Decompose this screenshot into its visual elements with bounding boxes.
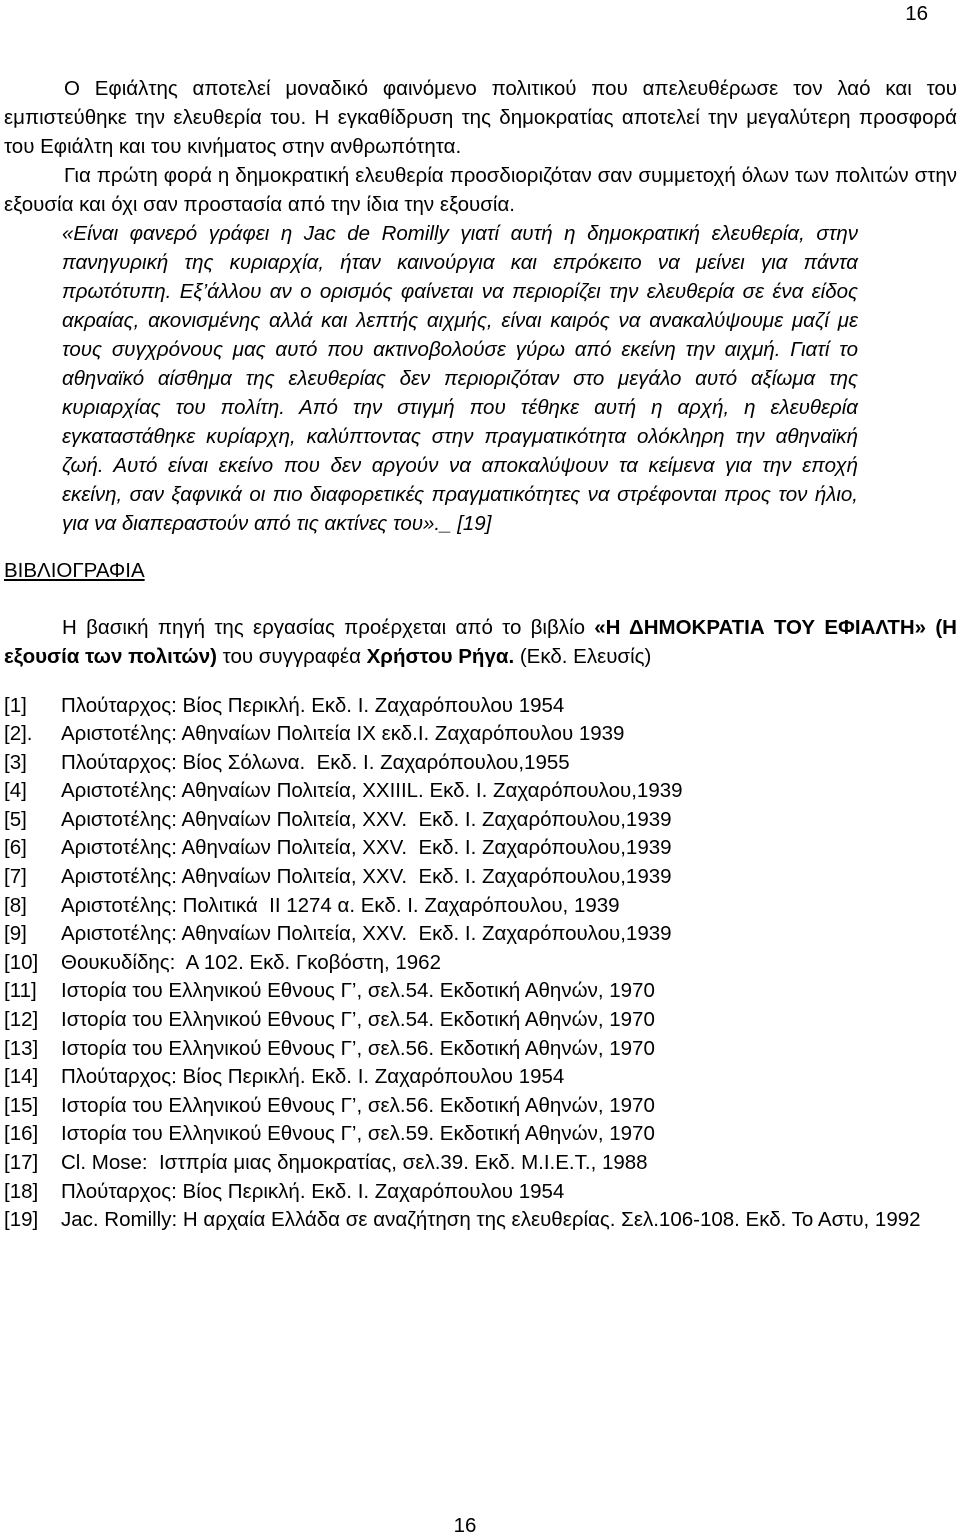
reference-item [4, 749, 957, 778]
page-number-top: 16 [905, 2, 928, 25]
bibliography-intro [4, 613, 957, 671]
reference-text: Cl. Mose: Ιστπρία μιας δημοκρατίας, σελ.39. Εκδ. Μ.Ι.Ε.Τ., 1988 [61, 1151, 648, 1174]
reference-item [4, 777, 957, 806]
bibliography-title: ΒΙΒΛΙΟΓΡΑΦΙΑ [4, 559, 145, 582]
reference-item [4, 949, 957, 978]
reference-item [4, 806, 957, 835]
reference-number: [18] [4, 1179, 39, 1203]
reference-text: Αριστοτέλης: Αθηναίων Πολιτεία, XXV. Εκδ. Ι. Ζαχαρόπουλου,1939 [61, 836, 672, 860]
body-paragraph-2: Για πρώτη φορά η δημοκρατική ελευθερία προσδιοριζόταν σαν συμμετοχή όλων των πολιτών στην εξουσία και όχι σαν προστασία από την ίδια την εξουσία. [4, 164, 957, 216]
reference-number: [14] [4, 1065, 39, 1089]
reference-number: [17] [4, 1151, 39, 1174]
reference-text: Πλούταρχος: Βίος Σόλωνα. Εκδ. Ι. Ζαχαρόπουλου,1955 [61, 750, 570, 774]
reference-number: [12] [4, 1008, 39, 1032]
reference-number: [5] [4, 807, 27, 831]
reference-item [4, 920, 957, 949]
reference-number: [2]. [4, 722, 33, 746]
reference-item [4, 1006, 957, 1035]
reference-item [4, 1063, 957, 1092]
reference-number: [19] [4, 1208, 39, 1232]
reference-number: [7] [4, 865, 27, 889]
reference-text: Αριστοτέλης: Πολιτικά II 1274 α. Εκδ. Ι. Ζαχαρόπουλου, 1939 [61, 893, 620, 917]
reference-item [4, 1178, 957, 1207]
reference-number: [1] [4, 693, 27, 717]
reference-item [4, 692, 957, 721]
reference-item [4, 863, 957, 892]
reference-item [4, 1035, 957, 1064]
reference-text: Αριστοτέλης: Αθηναίων Πολιτεία, XXIIIL. Εκδ. Ι. Ζαχαρόπουλου,1939 [61, 779, 683, 803]
reference-item [4, 834, 957, 863]
reference-number: [15] [4, 1093, 39, 1117]
reference-item [4, 977, 957, 1006]
reference-number: [10] [4, 950, 39, 974]
reference-text: Πλούταρχος: Βίος Περικλή. Εκδ. Ι. Ζαχαρόπουλου 1954 [61, 1179, 565, 1203]
intro-text-2: του συγγραφέα [216, 645, 367, 668]
reference-text: Αριστοτέλης: Αθηναίων Πολιτεία, XXV. Εκδ. Ι. Ζαχαρόπουλου,1939 [61, 865, 672, 889]
body-paragraph-1: Ο Εφιάλτης αποτελεί μοναδικό φαινόμενο πολιτικού που απελευθέρωσε τον λαό και του εμπιστεύθηκε την ελευθερία του. Η εγκαθίδρυση της δημοκρατίας αποτελεί την μεγαλύτερη προσφορά του Εφιάλτη και του κινήματος στην ανθρωπότητα. [4, 77, 957, 158]
quote-reference: _ [19] [440, 512, 492, 535]
reference-text: Jac. Romilly: Η αρχαία Ελλάδα σε αναζήτηση της ελευθερίας. Σελ.106-108. Εκδ. Το Αστυ, 1992 [61, 1208, 921, 1232]
reference-number: [16] [4, 1122, 39, 1146]
reference-number: [4] [4, 779, 27, 803]
intro-book-title: «Η ΔΗΜΟΚΡΑΤΙΑ ΤΟΥ ΕΦΙΑΛΤΗ» (Η εξουσία των πολιτών) [4, 616, 957, 668]
reference-item [4, 1120, 957, 1149]
intro-text-3: (Εκδ. Ελευσίς) [514, 645, 652, 668]
reference-text: Ιστορία του Ελληνικού Εθνους Γ’, σελ.56. Εκδοτική Αθηνών, 1970 [61, 1036, 655, 1060]
reference-item [4, 1149, 957, 1178]
reference-item [4, 1092, 957, 1121]
reference-number: [11] [4, 979, 37, 1003]
intro-author: Χρήστου Ρήγα. [366, 645, 515, 668]
reference-number: [9] [4, 922, 27, 946]
page-number-bottom: 16 [453, 1514, 477, 1537]
reference-text: Αριστοτέλης: Αθηναίων Πολιτεία, XXV. Εκδ. Ι. Ζαχαρόπουλου,1939 [61, 807, 672, 831]
reference-text: Ιστορία του Ελληνικού Εθνους Γ’, σελ.54. Εκδοτική Αθηνών, 1970 [61, 979, 655, 1003]
reference-item [4, 720, 957, 749]
reference-text: Θουκυδίδης: Α 102. Εκδ. Γκοβόστη, 1962 [61, 950, 441, 974]
reference-text: Πλούταρχος: Βίος Περικλή. Εκδ. Ι. Ζαχαρόπουλου 1954 [61, 693, 565, 717]
romilly-quote [62, 219, 858, 538]
reference-text: Ιστορία του Ελληνικού Εθνους Γ’, σελ.56. Εκδοτική Αθηνών, 1970 [61, 1093, 655, 1117]
reference-item [4, 1206, 957, 1235]
reference-text: Ιστορία του Ελληνικού Εθνους Γ’, σελ.54. Εκδοτική Αθηνών, 1970 [61, 1008, 655, 1032]
reference-text: Αριστοτέλης: Αθηναίων Πολιτεία, XXV. Εκδ. Ι. Ζαχαρόπουλου,1939 [61, 922, 672, 946]
reference-text: Αριστοτέλης: Αθηναίων Πολιτεία IX εκδ.Ι. Ζαχαρόπουλου 1939 [61, 722, 625, 746]
reference-number: [3] [4, 750, 27, 774]
reference-number: [13] [4, 1036, 39, 1060]
reference-number: [6] [4, 836, 27, 860]
intro-text-1: Η βασική πηγή της εργασίας προέρχεται από το βιβλίο [62, 616, 595, 639]
quote-text: «Είναι φανερό γράφει η Jac de Romilly γιατί αυτή η δημοκρατική ελευθερία, στην πανηγυρική της κυριαρχία, ήταν καινούργια και επρόκειτο να μείνει για πάντα πρωτότυπη. Εξ’άλλου αν ο ορισμός φαίνεται να περιορίζει την ελευθερία σε ένα είδος ακραίας, ακονισμένης αλλά και λεπτής αιχμής, είναι καιρός να ανακαλύψουμε μαζί με τους συγχρόνους μας αυτό που ακτινοβολούσε γύρω από εκείνη την αιχμή. Γιατί το αθηναϊκό αίσθημα της ελευθερίας δεν περιοριζόταν στο μεγάλο αυτό αξίωμα της κυριαρχίας του πολίτη. Από την στιγμή που τέθηκε αυτή η αρχή, η ελευθερία εγκαταστάθηκε κυρίαρχη, καλύπτοντας στην πραγματικότητα ολόκληρη την αθηναϊκή ζωή. Αυτό είναι εκείνο που δεν αργούν να αποκαλύψουν τα κείμενα για την εποχή εκείνη, σαν ξαφνικά οι πιο διαφορετικές πραγματικότητες να στρέφονται προς τον ήλιο, για να διαπεραστούν από τις ακτίνες του». [62, 222, 858, 535]
reference-item [4, 892, 957, 921]
reference-text: Πλούταρχος: Βίος Περικλή. Εκδ. Ι. Ζαχαρόπουλου 1954 [61, 1065, 565, 1089]
reference-list [4, 692, 957, 1235]
reference-text: Ιστορία του Ελληνικού Εθνους Γ’, σελ.59. Εκδοτική Αθηνών, 1970 [61, 1122, 655, 1146]
reference-number: [8] [4, 893, 27, 917]
page-content [4, 74, 957, 1235]
